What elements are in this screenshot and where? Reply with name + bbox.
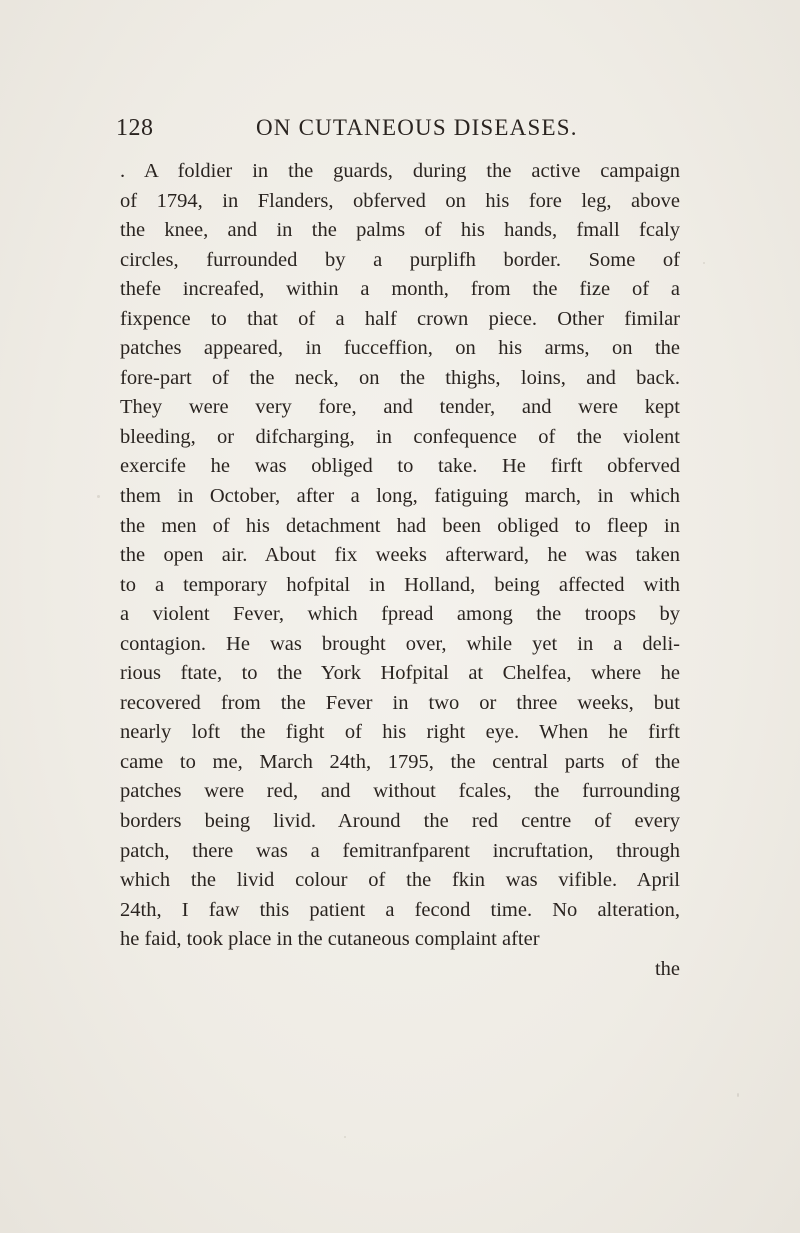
text-line: They were very fore, and tender, and were kept (120, 396, 680, 419)
text-line: . A foldier in the guards, during the active campaign (120, 160, 680, 182)
text-line: of 1794, in Flanders, obferved on his fore leg, above (120, 189, 680, 212)
text-line: bleeding, or difcharging, in confequence of the violent (120, 425, 680, 448)
text-line: which the livid colour of the fkin was vifible. April (120, 869, 680, 892)
paper-spot (97, 495, 100, 498)
text-line: nearly loft the fight of his right eye. When he firft (120, 721, 680, 744)
text-line: to a temporary hofpital in Holland, being affected with (120, 573, 680, 596)
text-line: patches appeared, in fucceffion, on his arms, on the (120, 337, 680, 360)
paper-spot (703, 262, 705, 264)
text-line: patches were red, and without fcales, the furrounding (120, 780, 680, 803)
text-line: 24th, I faw this patient a fecond time. No alteration, (120, 898, 680, 921)
text-line: borders being livid. Around the red centre of every (120, 810, 680, 833)
catchword: the (654, 957, 680, 980)
text-line: recovered from the Fever in two or three weeks, but (120, 691, 680, 714)
text-line: exercife he was obliged to take. He firft obferved (120, 455, 680, 478)
text-line: fixpence to that of a half crown piece. Other fimilar (120, 307, 680, 330)
paper-spot (344, 1136, 346, 1138)
text-line: thefe increafed, within a month, from the fize of a (120, 278, 680, 301)
text-line: rious ftate, to the York Hofpital at Chelfea, where he (120, 662, 680, 685)
body-text (120, 157, 680, 984)
text-line: came to me, March 24th, 1795, the central parts of the (120, 750, 680, 773)
text-line: the open air. About fix weeks afterward, he was taken (120, 544, 680, 567)
text-line: fore-part of the neck, on the thighs, loins, and back. (120, 366, 680, 389)
page-header (116, 115, 686, 151)
running-head: ON CUTANEOUS DISEASES. (256, 115, 578, 140)
text-line: the knee, and in the palms of his hands, fmall fcaly (120, 219, 680, 242)
text-line: the men of his detachment had been obliged to fleep in (120, 514, 680, 537)
page-number: 128 (116, 115, 154, 141)
text-line: contagion. He was brought over, while yet in a deli- (120, 632, 680, 655)
text-line: a violent Fever, which fpread among the troops by (120, 603, 680, 626)
paper-spot (737, 1093, 739, 1097)
text-line: patch, there was a femitranfparent incruftation, through (120, 839, 680, 862)
text-line: circles, furrounded by a purplifh border. Some of (120, 248, 680, 271)
text-line: them in October, after a long, fatiguing march, in which (120, 485, 680, 508)
text-line: he faid, took place in the cutaneous complaint after (120, 928, 540, 951)
